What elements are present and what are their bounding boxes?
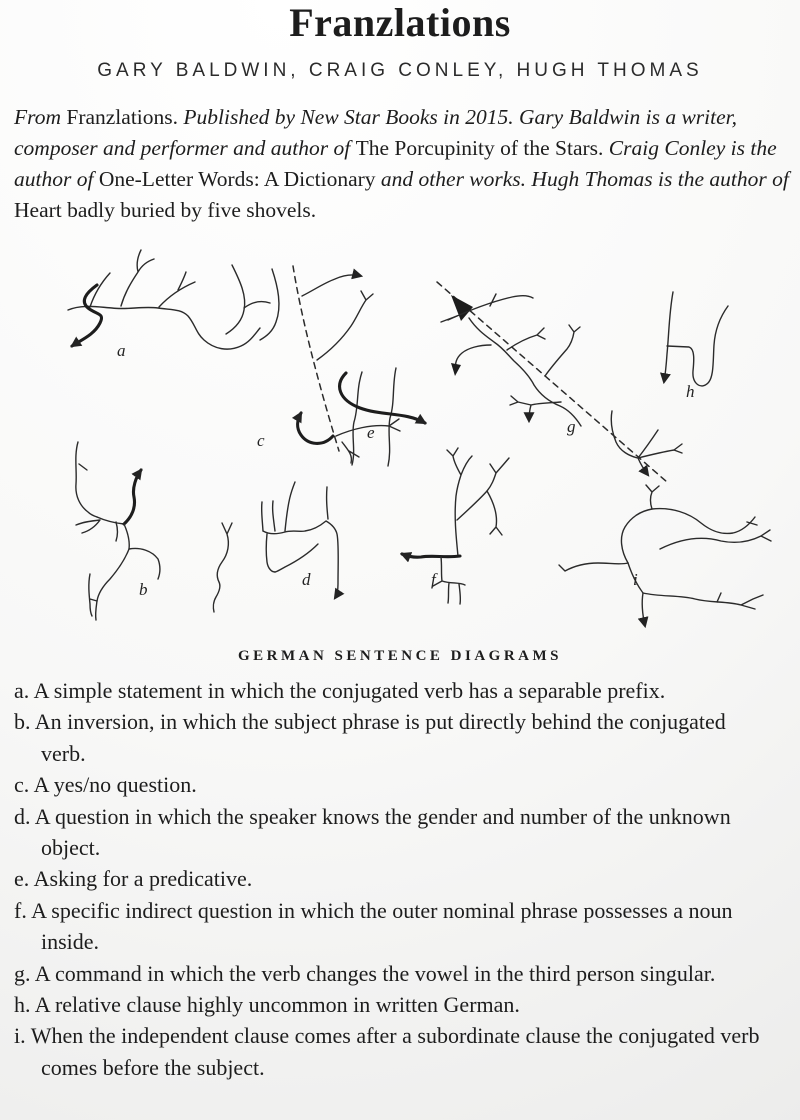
list-item-letter: b. <box>14 709 31 735</box>
list-item <box>14 675 762 706</box>
diagram-label-g: g <box>567 417 576 436</box>
list-item-letter: h. <box>14 992 31 1018</box>
intro-italic-segment: Published by New Star Books in 2015. Gary Baldwin is a writer, composer and performer and author of <box>14 105 738 160</box>
diagram-h <box>664 292 728 386</box>
list-item-text: A question in which the speaker knows the gender and number of the unknown object. <box>34 803 731 861</box>
diagram-label-h: h <box>686 382 695 401</box>
diagram-label-e: e <box>367 423 375 442</box>
intro-paragraph <box>14 102 790 226</box>
german-sentence-diagrams-figure <box>20 244 780 666</box>
diagram-i <box>559 485 771 626</box>
list-item <box>14 801 762 864</box>
figure-caption: GERMAN SENTENCE DIAGRAMS <box>237 648 563 664</box>
list-item-letter: i. <box>14 1023 26 1049</box>
diagram-label-d: d <box>302 570 311 589</box>
diagram-label-f: f <box>431 570 436 589</box>
diagrams-canvas <box>20 244 780 644</box>
list-item-letter: e. <box>14 866 30 892</box>
list-item-text: A specific indirect question in which the outer nominal phrase possesses a noun inside. <box>31 897 733 955</box>
diagram-g <box>437 282 682 482</box>
diagram-label-i: i <box>633 570 638 589</box>
intro-book-title-segment: Heart badly buried by five shovels. <box>14 198 317 222</box>
intro-italic-segment: Craig Conley is the author of <box>14 136 777 191</box>
list-item-letter: a. <box>14 678 30 703</box>
intro-italic-segment: From <box>14 105 67 129</box>
diagram-f <box>402 448 509 604</box>
diagram-a <box>68 250 279 349</box>
intro-italic-segment: and other works. Hugh Thomas is the author of <box>380 167 789 191</box>
diagram-e <box>293 266 400 463</box>
list-item-text: A command in which the verb changes the vowel in the third person singular. <box>34 960 716 986</box>
list-item-text: Asking for a predicative. <box>33 866 253 892</box>
list-item <box>14 769 762 800</box>
list-item <box>14 958 762 989</box>
diagram-labels <box>117 341 695 599</box>
byline: GARY BALDWIN, CRAIG CONLEY, HUGH THOMAS <box>97 60 703 81</box>
list-item-text: When the independent clause comes after a subordinate clause the conjugated verb comes before the subject. <box>30 1023 760 1080</box>
intro-book-title-segment: Franzlations. <box>66 105 184 129</box>
list-item <box>14 863 762 894</box>
list-item-letter: c. <box>14 772 30 798</box>
list-item <box>14 706 762 769</box>
diagram-label-b: b <box>139 580 148 599</box>
diagram-descriptions <box>14 675 762 1083</box>
list-item <box>14 1020 762 1083</box>
list-item-text: A yes/no question. <box>33 772 197 798</box>
list-item-text: A relative clause highly uncommon in written German. <box>34 992 520 1018</box>
page-title: Franzlations <box>289 0 511 45</box>
list-item-letter: g. <box>14 960 31 986</box>
list-item-letter: d. <box>14 803 31 829</box>
list-item-text: An inversion, in which the subject phrase is put directly behind the conjugated verb. <box>34 709 726 766</box>
list-item-text: A simple statement in which the conjugated verb has a separable prefix. <box>33 678 666 703</box>
list-item <box>14 895 762 958</box>
diagram-label-a: a <box>117 341 126 360</box>
intro-book-title-segment: One-Letter Words: A Dictionary <box>98 167 381 191</box>
diagram-label-c: c <box>257 431 265 450</box>
list-item-letter: f. <box>14 897 27 923</box>
list-item <box>14 989 762 1020</box>
intro-book-title-segment: The Porcupinity of the Stars. <box>355 136 609 160</box>
diagram-d <box>213 482 338 612</box>
diagram-c <box>340 368 425 466</box>
